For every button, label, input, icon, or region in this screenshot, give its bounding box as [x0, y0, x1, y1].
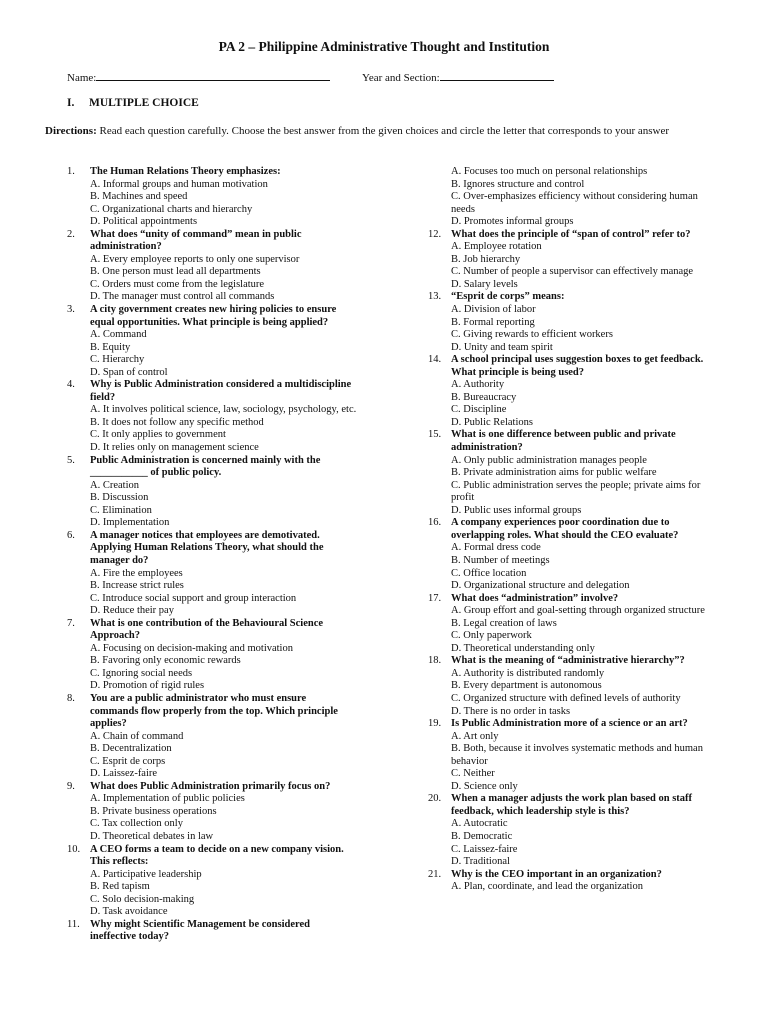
- answer-option[interactable]: C. Ignoring social needs: [90, 667, 193, 679]
- continued-option[interactable]: A. Focuses too much on personal relationships: [451, 166, 648, 177]
- answer-option[interactable]: B. Increase strict rules: [90, 580, 184, 592]
- question-item: [67, 455, 357, 530]
- question-item: [67, 781, 357, 844]
- left-column: [67, 166, 357, 944]
- continued-option[interactable]: D. Promotes informal groups: [451, 216, 574, 228]
- answer-option[interactable]: B. Democratic: [451, 830, 513, 842]
- answer-option[interactable]: A. Formal dress code: [451, 542, 541, 554]
- question-item: [428, 517, 724, 592]
- answer-option[interactable]: C. Tax collection only: [90, 818, 183, 830]
- question-text: Why is Public Administration considered a multidiscipline field?: [90, 379, 352, 403]
- answer-option[interactable]: D. Span of control: [90, 366, 168, 378]
- answer-option[interactable]: D. Political appointments: [90, 216, 198, 228]
- section-title: MULTIPLE CHOICE: [89, 97, 199, 109]
- answer-option[interactable]: C. Esprit de corps: [90, 755, 166, 767]
- answer-option[interactable]: C. Organized structure with defined levels of authority: [451, 692, 681, 704]
- directions-label: Directions:: [45, 125, 97, 137]
- answer-option[interactable]: C. Neither: [451, 768, 495, 780]
- question-text: Why is the CEO important in an organization?: [451, 868, 662, 880]
- answer-option[interactable]: C. Public administration serves the people; private aims for profit: [451, 479, 701, 504]
- question-number: 3.: [67, 304, 75, 316]
- answer-option[interactable]: D. Public uses informal groups: [451, 504, 582, 516]
- answer-option[interactable]: B. Machines and speed: [90, 191, 188, 203]
- answer-option[interactable]: B. Every department is autonomous: [451, 680, 602, 692]
- question-text: A manager notices that employees are demotivated. Applying Human Relations Theory, what should the manager do?: [90, 529, 324, 566]
- question-item: [67, 166, 357, 229]
- answer-option[interactable]: C. Office location: [451, 567, 527, 579]
- answer-option[interactable]: C. Orders must come from the legislature: [90, 278, 265, 290]
- answer-option[interactable]: B. It does not follow any specific method: [90, 416, 264, 428]
- answer-option[interactable]: C. Organizational charts and hierarchy: [90, 203, 253, 215]
- question-text: What does “administration” involve?: [451, 592, 619, 604]
- answer-option[interactable]: D. Theoretical understanding only: [451, 642, 595, 654]
- question-item: [428, 429, 724, 517]
- question-text: What is one difference between public and private administration?: [451, 429, 676, 454]
- answer-option[interactable]: B. Both, because it involves systematic methods and human behavior: [451, 743, 703, 767]
- question-number: 19.: [428, 718, 442, 730]
- name-field: [67, 69, 330, 84]
- answer-option[interactable]: A. Authority: [451, 379, 505, 391]
- answer-option[interactable]: C. Discipline: [451, 404, 507, 416]
- answer-option[interactable]: D. There is no order in tasks: [451, 705, 571, 717]
- answer-option[interactable]: C. Number of people a supervisor can effectively manage: [451, 266, 694, 278]
- question-item: [428, 793, 724, 868]
- question-number: 16.: [428, 517, 442, 529]
- answer-option[interactable]: B. Bureaucracy: [451, 391, 517, 403]
- answer-option[interactable]: A. Implementation of public policies: [90, 793, 245, 805]
- question-text: “Esprit de corps” means:: [451, 291, 565, 303]
- question-item: [428, 655, 724, 718]
- question-number: 7.: [67, 617, 75, 629]
- answer-option[interactable]: A. Art only: [451, 730, 499, 742]
- question-item: [428, 869, 724, 894]
- answer-option[interactable]: B. Favoring only economic rewards: [90, 655, 241, 667]
- question-item: [428, 718, 724, 793]
- answer-option[interactable]: C. Introduce social support and group interaction: [90, 592, 297, 604]
- section-number: I.: [67, 97, 75, 109]
- answer-option[interactable]: B. Private business operations: [90, 805, 217, 817]
- question-number: 2.: [67, 228, 75, 240]
- question-item: [428, 593, 724, 656]
- answer-option[interactable]: D. Public Relations: [451, 416, 533, 428]
- question-item: [67, 693, 357, 781]
- answer-option[interactable]: B. Formal reporting: [451, 316, 535, 328]
- question-text: You are a public administrator who must ensure commands flow properly from the top. Which principle applies?: [90, 692, 338, 730]
- question-text: A school principal uses suggestion boxes to get feedback. What principle is being used?: [451, 354, 704, 378]
- answer-option[interactable]: D. Salary levels: [451, 278, 518, 290]
- question-number: 12.: [428, 228, 442, 240]
- question-item: [67, 379, 357, 454]
- directions-text: Read each question carefully. Choose the best answer from the given choices and circle the letter that corresponds to your answer: [96, 125, 670, 137]
- year-section-field: [362, 69, 554, 84]
- section-heading: [67, 97, 199, 109]
- answer-option[interactable]: A. Fire the employees: [90, 567, 183, 579]
- year-section-blank[interactable]: [440, 69, 554, 81]
- question-number: 13.: [428, 291, 442, 303]
- question-number: 4.: [67, 379, 75, 391]
- question-number: 1.: [67, 166, 75, 177]
- answer-option[interactable]: A. Only public administration manages people: [451, 454, 647, 466]
- question-text: What does the principle of “span of control” refer to?: [451, 228, 691, 240]
- continued-option[interactable]: B. Ignores structure and control: [451, 178, 585, 190]
- answer-option[interactable]: A. Employee rotation: [451, 241, 542, 253]
- answer-option[interactable]: B. Private administration aims for public welfare: [451, 467, 657, 479]
- question-text: The Human Relations Theory emphasizes:: [90, 166, 281, 177]
- answer-option[interactable]: B. Decentralization: [90, 743, 172, 755]
- question-item: [67, 919, 357, 944]
- question-item: [428, 354, 724, 429]
- answer-option[interactable]: B. Job hierarchy: [451, 253, 521, 265]
- answer-option[interactable]: B. Number of meetings: [451, 554, 550, 566]
- answer-option[interactable]: A. It involves political science, law, sociology, psychology, etc.: [90, 404, 357, 416]
- question-number: 11.: [67, 918, 80, 930]
- question-text: What does “unity of command” mean in public administration?: [90, 228, 302, 253]
- answer-option[interactable]: A. Division of labor: [451, 304, 536, 316]
- name-label: Name:: [67, 72, 97, 84]
- question-number: 8.: [67, 692, 75, 704]
- answer-option[interactable]: C. It only applies to government: [90, 429, 226, 441]
- answer-option[interactable]: D. The manager must control all commands: [90, 291, 275, 303]
- question-text: What does Public Administration primarily focus on?: [90, 780, 331, 792]
- answer-option[interactable]: B. Red tapism: [90, 881, 150, 893]
- answer-option[interactable]: D. Traditional: [451, 856, 510, 868]
- answer-option[interactable]: D. Implementation: [90, 517, 170, 529]
- question-number: 18.: [428, 655, 442, 667]
- question-item: [67, 229, 357, 304]
- answer-option[interactable]: C. Laissez-faire: [451, 843, 518, 855]
- answer-option[interactable]: C. Only paperwork: [451, 630, 532, 642]
- year-section-label: Year and Section:: [362, 72, 440, 84]
- page-title: PA 2 – Philippine Administrative Thought and Institution: [218, 39, 550, 54]
- question-number: 5.: [67, 454, 75, 466]
- question-item: [428, 229, 724, 292]
- answer-option[interactable]: D. Science only: [451, 780, 518, 792]
- answer-option[interactable]: A. Authority is distributed randomly: [451, 667, 605, 679]
- answer-option[interactable]: B. Legal creation of laws: [451, 617, 557, 629]
- answer-option[interactable]: D. Unity and team spirit: [451, 341, 553, 353]
- question-number: 21.: [428, 868, 442, 880]
- answer-option[interactable]: A. Participative leadership: [90, 868, 202, 880]
- answer-option[interactable]: A. Every employee reports to only one supervisor: [90, 253, 300, 265]
- answer-option[interactable]: A. Autocratic: [451, 818, 508, 830]
- answer-option[interactable]: D. Theoretical debates in law: [90, 830, 214, 842]
- answer-option[interactable]: A. Creation: [90, 479, 139, 491]
- answer-option[interactable]: C. Elimination: [90, 504, 152, 516]
- question-number: 6.: [67, 529, 75, 541]
- question-text: A CEO forms a team to decide on a new company vision. This reflects:: [90, 843, 344, 868]
- question-text: What is the meaning of “administrative hierarchy”?: [451, 655, 685, 667]
- question-item: [67, 618, 357, 693]
- question-number: 14.: [428, 354, 442, 366]
- question-number: 15.: [428, 429, 442, 441]
- right-column: [428, 166, 724, 894]
- answer-option[interactable]: D. It relies only on management science: [90, 442, 259, 454]
- question-text: What is one contribution of the Behavioural Science Approach?: [90, 617, 324, 642]
- question-text: Why might Scientific Management be considered ineffective today?: [90, 918, 310, 943]
- question-text: Public Administration is concerned mainly with the ___________ of public policy.: [90, 454, 321, 479]
- answer-option[interactable]: A. Plan, coordinate, and lead the organization: [451, 881, 643, 893]
- question-item: [67, 844, 357, 919]
- answer-option[interactable]: B. One person must lead all departments: [90, 266, 261, 278]
- answer-option[interactable]: A. Informal groups and human motivation: [90, 178, 268, 190]
- answer-option[interactable]: C. Giving rewards to efficient workers: [451, 329, 613, 341]
- answer-option[interactable]: B. Discussion: [90, 492, 149, 504]
- answer-option[interactable]: D. Organizational structure and delegation: [451, 580, 630, 592]
- question-number: 9.: [67, 780, 75, 792]
- question-text: When a manager adjusts the work plan based on staff feedback, which leadership style is this?: [451, 793, 693, 817]
- answer-option[interactable]: D. Task avoidance: [90, 906, 168, 918]
- question-text: A city government creates new hiring policies to ensure equal opportunities. What principle is being applied?: [90, 304, 337, 328]
- continued-option[interactable]: C. Over-emphasizes efficiency without considering human needs: [451, 191, 698, 215]
- question-text: Is Public Administration more of a science or an art?: [451, 718, 688, 730]
- answer-option[interactable]: D. Promotion of rigid rules: [90, 680, 205, 692]
- answer-option[interactable]: A. Command: [90, 329, 147, 341]
- directions: [45, 125, 735, 138]
- answer-option[interactable]: D. Reduce their pay: [90, 605, 174, 617]
- question-item: [428, 291, 724, 354]
- answer-option[interactable]: D. Laissez-faire: [90, 768, 158, 780]
- question-item: [67, 530, 357, 618]
- question-number: 17.: [428, 592, 442, 604]
- question-item: [67, 304, 357, 379]
- question-text: A company experiences poor coordination due to overlapping roles. What should the CEO evaluate?: [451, 517, 679, 541]
- answer-option[interactable]: B. Equity: [90, 341, 131, 353]
- answer-option[interactable]: A. Group effort and goal-setting through organized structure: [451, 605, 705, 617]
- question-number: 20.: [428, 793, 442, 805]
- answer-option[interactable]: C. Solo decision-making: [90, 893, 195, 905]
- answer-option[interactable]: A. Chain of command: [90, 730, 184, 742]
- answer-option[interactable]: C. Hierarchy: [90, 354, 145, 366]
- question-number: 10.: [67, 843, 81, 855]
- answer-option[interactable]: A. Focusing on decision-making and motivation: [90, 642, 293, 654]
- name-blank[interactable]: [96, 69, 330, 81]
